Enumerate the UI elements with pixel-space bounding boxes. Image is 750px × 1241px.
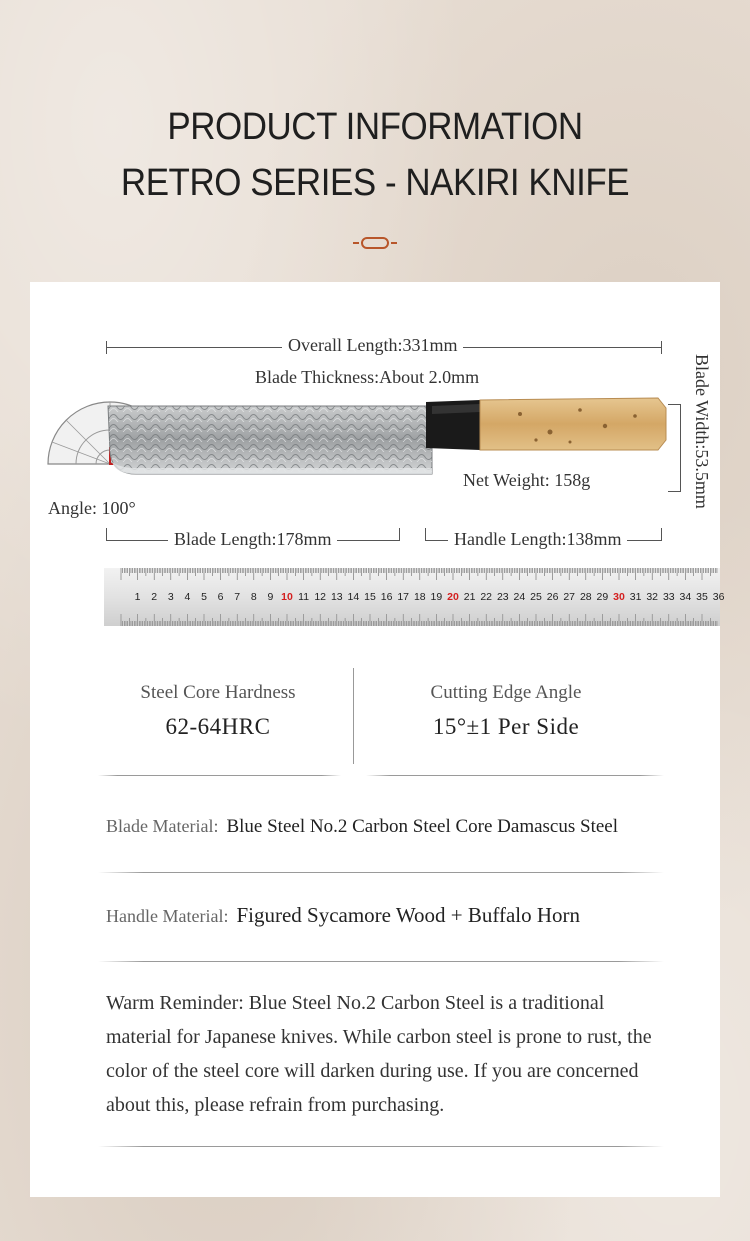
overall-length-tick-left [106, 341, 107, 354]
handle-length-label: Handle Length:138mm [448, 529, 627, 550]
ruler-number: 6 [217, 591, 224, 603]
blade-width-tick-top [668, 404, 681, 405]
ruler-number: 11 [298, 591, 310, 603]
divider [98, 961, 664, 962]
ruler-number: 10 [281, 591, 293, 603]
ruler-number: 3 [167, 591, 174, 603]
hardness-value: 62-64HRC [165, 714, 271, 739]
ruler-number: 19 [430, 591, 443, 603]
hardness-spec [104, 682, 332, 740]
handle-length-tick-left [425, 528, 426, 541]
ruler-number: 27 [563, 591, 576, 603]
blade-width-line [680, 404, 681, 492]
angle-label: Angle: 100° [48, 498, 136, 518]
ornament-icon [353, 236, 397, 250]
ruler-number: 22 [480, 591, 493, 603]
blade-length-tick-right [399, 528, 400, 541]
ruler-number: 15 [364, 591, 376, 603]
ruler-number: 4 [184, 591, 191, 603]
ruler-number: 8 [250, 591, 257, 603]
ruler-number: 16 [380, 591, 393, 603]
page-subtitle: RETRO SERIES - NAKIRI KNIFE [120, 162, 630, 204]
ruler-number: 24 [513, 591, 526, 603]
divider [98, 775, 341, 776]
blade-thickness-label: Blade Thickness:About 2.0mm [255, 367, 480, 387]
ruler-number: 26 [546, 591, 559, 603]
ruler-number: 9 [267, 591, 274, 603]
ruler-number: 18 [413, 591, 426, 603]
ruler-number: 17 [397, 591, 410, 603]
overall-length-label: Overall Length:331mm [282, 335, 463, 356]
blade-width-label: Blade Width:53.5mm [692, 354, 712, 509]
blade-length-label: Blade Length:178mm [168, 529, 337, 550]
blade-length-tick-left [106, 528, 107, 541]
ruler-number: 14 [347, 591, 360, 603]
page-title: PRODUCT INFORMATION [167, 106, 583, 148]
handle-material-label: Handle Material: [106, 906, 229, 926]
blade-material-row [106, 816, 618, 838]
ruler-number: 36 [712, 591, 725, 603]
ruler-number: 29 [596, 591, 609, 603]
spec-divider [353, 668, 354, 764]
ruler-number: 12 [314, 591, 327, 603]
ruler-number: 34 [679, 591, 692, 603]
blade-material-label: Blade Material: [106, 816, 219, 836]
divider [366, 775, 664, 776]
ruler-number: 33 [662, 591, 675, 603]
ruler-number: 35 [696, 591, 708, 603]
overall-length-tick-right [661, 341, 662, 354]
ruler-number: 20 [447, 591, 459, 603]
edge-angle-spec [378, 682, 634, 740]
hardness-label: Steel Core Hardness [140, 682, 296, 703]
net-weight-label: Net Weight: 158g [457, 470, 596, 491]
ruler-number: 13 [330, 591, 343, 603]
ruler-number: 5 [201, 591, 207, 603]
ruler-number: 1 [134, 591, 141, 603]
ruler-number: 25 [530, 591, 542, 603]
ruler-number: 2 [151, 591, 158, 603]
ruler-number: 23 [496, 591, 509, 603]
edge-angle-label: Cutting Edge Angle [430, 682, 582, 703]
blade-width-tick-bottom [668, 491, 681, 492]
handle-material-row [106, 903, 580, 928]
knife-illustration [40, 392, 680, 512]
ruler-number: 7 [234, 591, 241, 603]
ruler-number: 31 [629, 591, 642, 603]
handle-material-value: Figured Sycamore Wood + Buffalo Horn [236, 903, 581, 927]
ruler-number: 32 [646, 591, 659, 603]
handle-length-tick-right [661, 528, 662, 541]
ruler-number: 30 [613, 591, 625, 603]
divider [98, 1146, 664, 1147]
ruler-number: 28 [579, 591, 592, 603]
warm-reminder-text: Warm Reminder: Blue Steel No.2 Carbon Steel is a traditional material for Japanese knives. While carbon steel is prone to rust, the color of the steel core will darken during use. If you are concerned about this, please refrain from purchasing. [106, 992, 652, 1116]
ruler [104, 568, 725, 626]
blade-material-value: Blue Steel No.2 Carbon Steel Core Damascus Steel [226, 816, 619, 837]
ruler-number: 21 [463, 591, 476, 603]
edge-angle-value: 15°±1 Per Side [432, 714, 580, 739]
divider [98, 872, 664, 873]
